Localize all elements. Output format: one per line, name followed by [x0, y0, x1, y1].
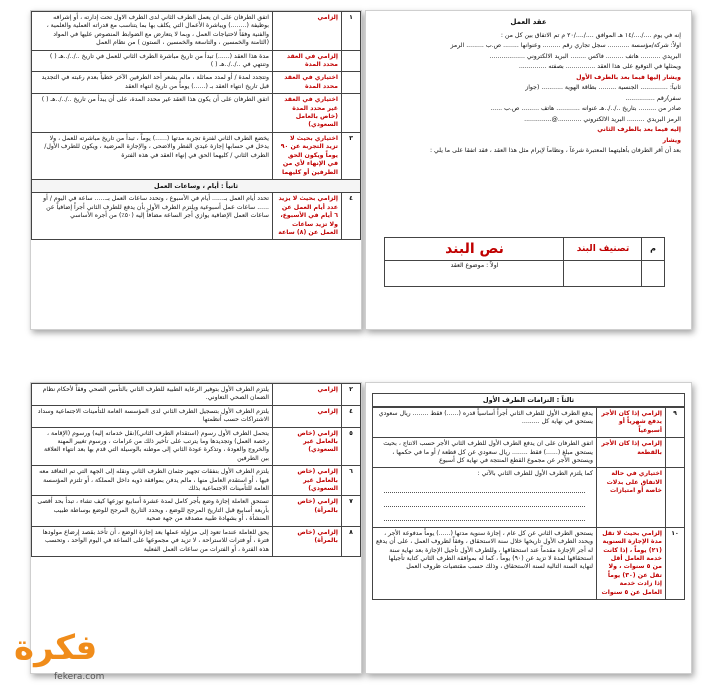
clause-category: إلزامي في العقد محدد المدة: [273, 50, 342, 72]
logo-url: fekera.com: [54, 672, 105, 682]
clauses-table: [372, 407, 685, 600]
table-row: [32, 94, 361, 133]
clause-text: يلتزم الطرف الأول بنفقات تجهيز جثمان الطرف الثاني ونقله إلى الجهة التي تم التعاقد معه فيها ، أو استقدم العامل منها ، مالم يدفن بموافقة ذويه داخل المملكة ، أو تلتزم المؤسسة العامة للتأمينات الاجتماعية بذلك: [32, 466, 273, 496]
clause-text: اتفق الطرفان على ان يدفع الطرف الأول للطرف الثاني الأجر حسب الانتاج ، بحيث يستحق مبلغ (......) فقط ........ ريال سعودي عن كل قطعة / أو ما في حكمها ، ويستحق الأجر عن مجموع القطع المنتجة في نهاية كل أسبوع: [373, 438, 597, 468]
clause-category: اختياري في العقد محدد المدة: [273, 72, 342, 94]
clause-number: ٩: [666, 408, 685, 438]
clause-number: [666, 468, 685, 527]
clause-number: [666, 438, 685, 468]
clause-text: يلتزم الطرف الأول بتوفير الرعاية الطبية للطرف الثاني بالتأمين الصحي وفقاً لأحكام نظام الضمان الصحي التعاوني.: [32, 384, 273, 406]
clause-number: ٤: [342, 193, 361, 240]
clause-number: ٦: [342, 466, 361, 496]
table-row: [32, 72, 361, 94]
clause-text: تستحق العاملة إجازة وضع بأجر كامل لمدة عشرة أسابيع توزعها كيف تشاء ، تبدأ بحد أقصى بأربعة أسابيع قبل التاريخ المرجح للوضع ، ويحدد التاريخ المرجح للوضع بوساطة طبيب المنشأة ، أو بشهادة طبية مصدقة من جهة صحية: [32, 496, 273, 526]
table-row: [32, 193, 361, 240]
clause-number: ٣: [342, 132, 361, 179]
table-row: [373, 408, 685, 438]
clause-number: [342, 72, 361, 94]
red-note: إليه فيما بعد بالطرف الثاني: [597, 126, 681, 133]
clause-number: ١: [342, 12, 361, 51]
table-subheader-row: [32, 179, 361, 192]
red-note: ويشار إليها فيما بعد بالطرف الأول: [576, 73, 681, 81]
clause-category: إلزامي بحيث لا تقل مدة الإجازة السنوية (٢١) يوماً ، إذا كانت خدمة العامل أقل من ٥ سنوات ، ولا تقل عن (٣٠) يوماً إذا زادت خدمة العامل عن ٥ سنوات: [597, 527, 666, 599]
text-line: الرمز البريدي ......... البريد الالكتروني ............@..............: [524, 115, 681, 123]
table-row: [373, 527, 685, 599]
clause-text: يخضع الطرف الثاني لفترة تجربة مدتها (......) يوماً ، تبدأ من تاريخ مباشرته للعمل ، ولا يدخل في حسابها إجازة عيدي الفطر والاضحى ، والإجازة المرضية ، ويكون للطرف الأول/ الطرف الثاني / كليهما الحق في إنهاء العقد في هذه الفترة: [32, 132, 273, 179]
clause-category: إلزامي: [273, 405, 342, 427]
clause-category: اختياري في حالة الاتفاق على بدلات خاصة أو امتيازات: [597, 468, 666, 527]
clause-text: يحق للعاملة عندما تعود إلى مزاولة عملها بعد إجازة الوضع ، أن تأخذ بقصد إرضاع مولودها فترة ، أو فترات للاستراحة ، لا تزيد في مجموعها على الساعة في اليوم الواحد ، وتحسب هذه الفترة ، أو الفترات من ساعات العمل الفعلية: [32, 526, 273, 556]
clause-category: إلزامي: [273, 12, 342, 51]
clause-category: إلزامي إذا كان الأجر يدفع شهرياً أو أسبوعياً: [597, 408, 666, 438]
text-line: سفر)رقم ...............: [625, 94, 681, 102]
table-row: [32, 12, 361, 51]
red-note: ويشار: [662, 136, 681, 144]
site-logo: [6, 628, 176, 686]
table-row: [373, 468, 685, 527]
table-row: [32, 427, 361, 466]
blank-line: [384, 511, 585, 521]
clause-category: إلزامي: [273, 384, 342, 406]
text-line: بعد أن أقر الطرفان بأهليتهما المعتبرة شرعاً ، ونظاماً لإبرام مثل هذا العقد ، فقد اتفقا على ما يلي :: [429, 147, 681, 154]
table-row: [32, 132, 361, 179]
clause-text: اتفق الطرفان على ان يعمل الطرف الثاني لدى الطرف الاول تحت إدارته ، أو إشرافه بوظيفة (........) ويباشرة الأعمال التي يكلف بها بما يتناسب مع قدراته العملية والعلمية ، والفنية وفقاً لاحتياجات العمل ، وبما لا يتعارض مع الضوابط المنصوص عليها في المواد (الثامنة والخمسين ، والتاسعة والخمسين ، الستون ) من نظام العمل: [32, 12, 273, 51]
column-number: م: [641, 238, 664, 286]
table-subheader: اولاً : موضوع العقد: [450, 262, 499, 269]
clause-text: تحدد أيام العمل بـ...... أيام في الأسبوع ، وتحدد ساعات العمل بـ...... ساعة في اليوم / أو ...... ساعات عمل أسبوعية ويلتزم الطرف الأول بأن يدفع للطرف الثاني أجراً إضافياً عن ساعات العمل الإضافية يوازي أجر الساعة مضافاً إليه (٥٠٪) من أجره الأساسي: [32, 193, 273, 240]
clause-text: يستحق الطرف الثاني عن كل عام ، إجازة سنوية مدتها (......) يوماً مدفوعة الأجر ، ويحدد الطرف الأول تاريخها خلال سنة الاستحقاق ، وفقاً لظروف العمل ، على أن يدفع له أجر الإجازة مقدماً عند استحقاقها ، وللطرف الأول تأجيل الإجازة بعد نهاية سنة استحقاقها لمدة لا تزيد عن (٩٠) يوماً ، كما له بموافقة الطرف الثاني كتابة تأجيلها لنهاية السنة التالية لسنة الاستحقاق ، وذلك حسب مقتضيات ظروف العمل: [373, 527, 597, 599]
clause-category: اختياري بحيث لا تزيد التجربة عن ٩٠ يوماً ويكون الحق في الإنهاء لأي من الطرفين أو كليهما: [273, 132, 342, 179]
table-row: [32, 466, 361, 496]
clause-number: [342, 50, 361, 72]
logo-text: فكرة: [14, 628, 98, 668]
text-line: البريدي .......... هاتف ......... فاكس ........ البريد الالكتروني ..................: [489, 52, 681, 60]
clause-text: يدفع الطرف الأول للطرف الثاني أجراً أساسياً قدره (......) فقط ........ ريال سعودي يستحق في نهاية كل .........: [373, 408, 597, 438]
table-row: [32, 384, 361, 406]
clause-text: وتتجدد لمدة / أو لمدد مماثلة ، مالم يشعر أحد الطرفين الآخر خطياً بعدم رغبته في التجديد قبل تاريخ انتهاء العقد بـ (......) يوماً من تاريخ انتهاء العقد: [32, 72, 273, 94]
clause-text: مدة هذا العقد (......) تبدأ من تاريخ مباشرة الطرف الثاني للعمل في تاريخ ../../..هـ ( ) وتنتهي في ../../..هـ ( ): [32, 50, 273, 72]
clause-number: ١٠: [666, 527, 685, 599]
clause-text: يتحمل الطرف الأول رسوم (استقدام الطرف الثاني)(نقل خدماته إليه) ورسوم (الإقامة ، رخصة العمل) وتجديدها وما يترتب على تأخير ذلك من غرامات ، ورسوم تغيير المهنة والخروج والعودة ، وتذكرة عودة الثاني إلى موطنه بالوسيلة التي قدم بها بعد انتهاء العلاقة بين الطرفين: [32, 427, 273, 466]
clause-number: ٨: [342, 526, 361, 556]
table-row: [32, 50, 361, 72]
text-line: صادر من ......... بتاريخ ../../..هـ عنوانه ............ هاتف ......... ص.ب ......: [490, 105, 681, 112]
section-header: ثالثاً : التزامات الطرف الأول: [372, 393, 685, 407]
text-line: ثانياً: .............. الجنسية ......... بطاقة الهوية ........... (جواز: [525, 84, 681, 91]
table-row: [32, 526, 361, 556]
column-category: تصنيف البند: [563, 238, 642, 286]
clause-number: ٤: [342, 405, 361, 427]
text-line: اولاً: شركة/مؤسسة ........... سجل تجاري رقم ......... وعنوانها ........ ص.ب ......... الرمز: [450, 42, 681, 49]
clause-number: ٢: [342, 384, 361, 406]
clause-table-header: [384, 237, 665, 287]
clause-category: إلزامي بحيث لا يزيد عدد أيام العمل عن ٦ أيام في الأسبوع، ولا تزيد ساعات العمل عن (٨) ساعة: [273, 193, 342, 240]
clause-number: ٥: [342, 427, 361, 466]
clause-category: إلزامي (خاص بالمرأة): [273, 496, 342, 526]
clause-text: اتفق الطرفان على أن يكون هذا العقد غير محدد المدة، على أن يبدأ من تاريخ ../../..هـ ( ): [32, 94, 273, 133]
text-line: ويمثلها في التوقيع على هذا العقد ............... بصفته ..............: [518, 63, 681, 70]
clause-number: [342, 94, 361, 133]
clause-number: ٧: [342, 496, 361, 526]
clause-category: إلزامي (خاص بالمرأة): [273, 526, 342, 556]
table-subheader: ثانياً : أيام ، وساعات العمل: [32, 179, 361, 192]
blank-line: [384, 497, 585, 507]
clause-category: إلزامي إذا كان الأجر بالقطعة: [597, 438, 666, 468]
table-row: [32, 496, 361, 526]
table-row: [32, 405, 361, 427]
clause-category: إلزامي (خاص بالعامل غير السعودي): [273, 427, 342, 466]
document-page-2: [365, 10, 692, 330]
document-title: عقد العمل: [510, 18, 547, 26]
blank-line: [384, 483, 585, 493]
column-text: نص البند: [445, 241, 504, 257]
document-page-4: [365, 382, 692, 674]
clauses-table: [31, 11, 361, 240]
table-row: [373, 438, 685, 468]
clause-text: يلتزم الطرف الأول بتسجيل الطرف الثاني لدى المؤسسة العامة للتأمينات الاجتماعية وسداد الاشتراكات حسب أنظمتها: [32, 405, 273, 427]
clause-category: إلزامي (خاص بالعامل غير السعودي): [273, 466, 342, 496]
clause-text: كما يلتزم الطرف الأول للطرف الثاني بالآتي :: [373, 468, 597, 527]
document-page-1: [30, 10, 362, 330]
text-line: إنه في يوم ..../..../١٤ هـ الموافق ..../..../٢٠ م تم الاتفاق بين كل من :: [500, 31, 681, 39]
clause-category: اختياري في العقد غير محدد المدة (خاص بالعامل السعودي): [273, 94, 342, 133]
clauses-table: [31, 383, 361, 557]
